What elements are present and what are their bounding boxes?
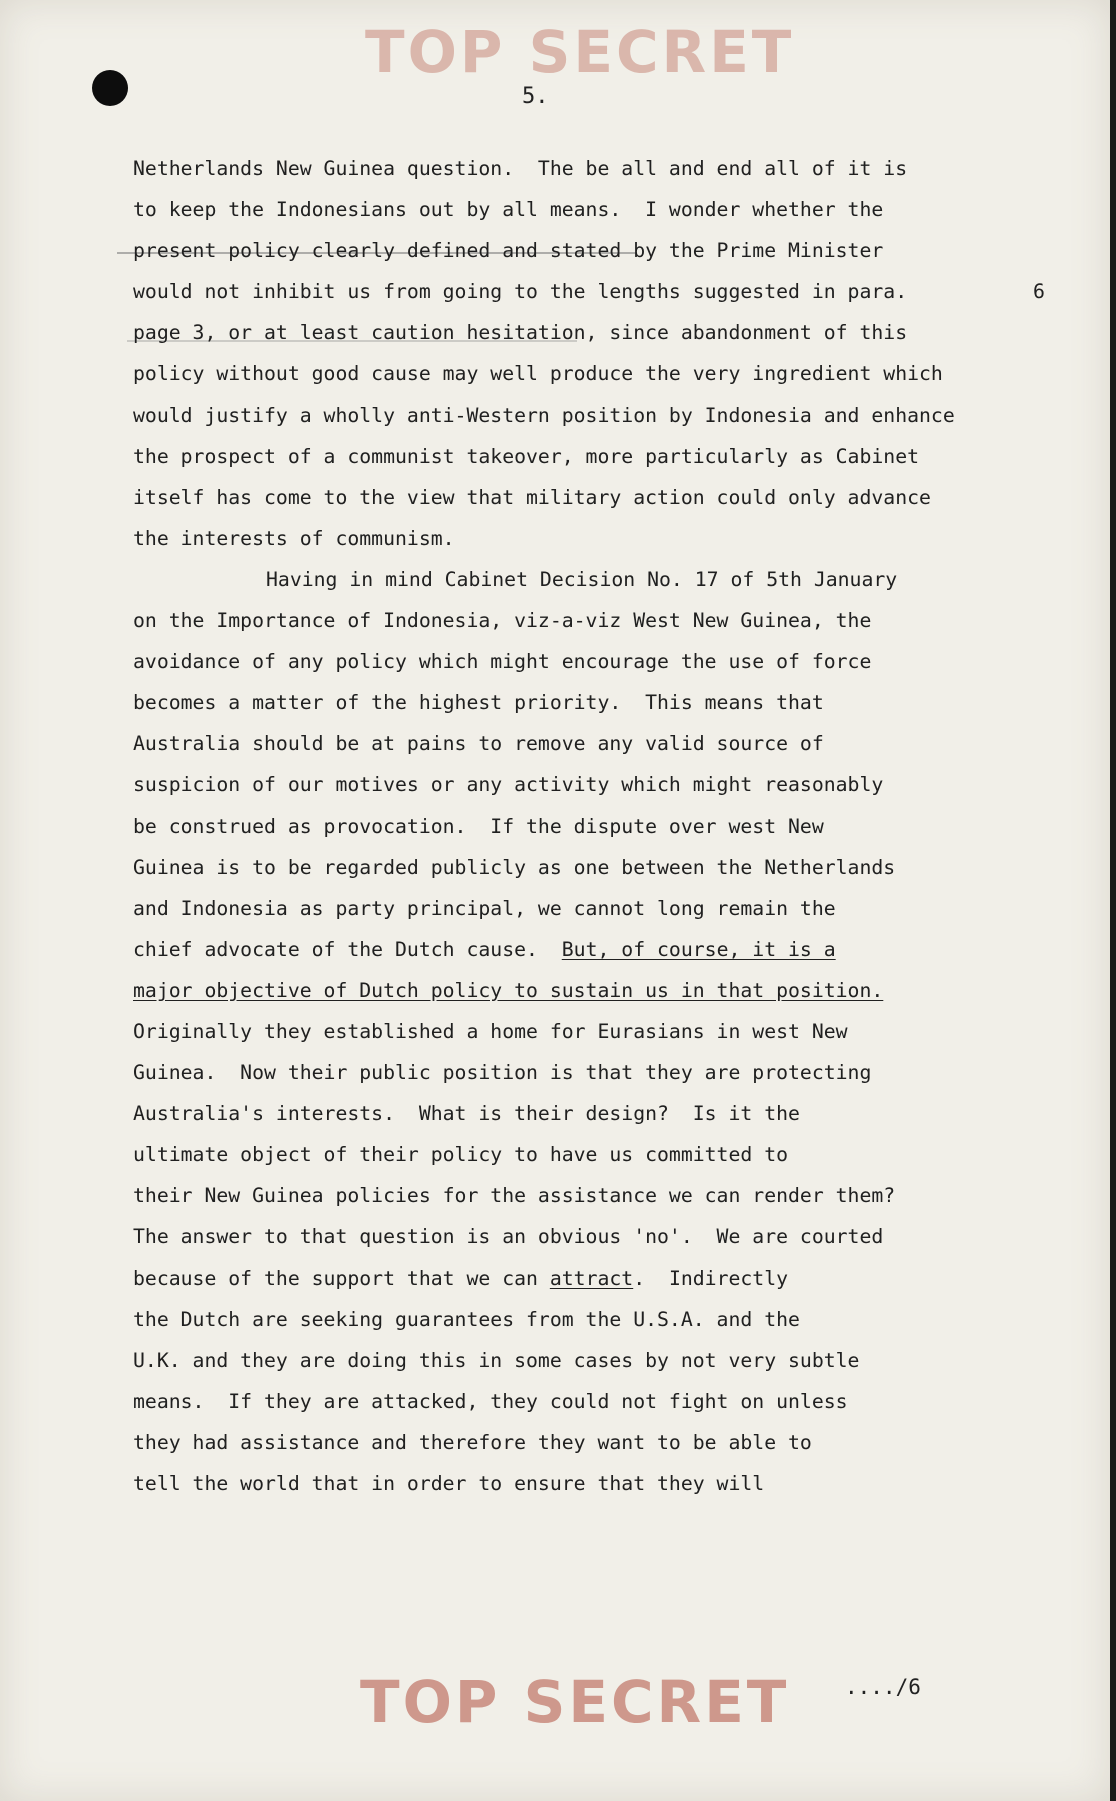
text-line: present policy clearly defined and stated by the Prime Minister (133, 239, 884, 263)
text-line: be construed as provocation. If the dispute over west New (133, 814, 824, 838)
text-line: means. If they are attacked, they could not fight on unless (133, 1389, 848, 1413)
text-line: they had assistance and therefore they want to be able to (133, 1430, 812, 1454)
text-line: itself has come to the view that military action could only advance (133, 485, 931, 509)
text-line (133, 1258, 1073, 1299)
text-line: Guinea. Now their public position is that they are protecting (133, 1061, 872, 1085)
classification-stamp-bottom: TOP SECRET (360, 1668, 790, 1736)
classification-stamp-top: TOP SECRET (365, 18, 795, 86)
text-line: on the Importance of Indonesia, viz-a-viz West New Guinea, the (133, 609, 872, 633)
text-line: The answer to that question is an obvious 'no'. We are courted (133, 1225, 884, 1249)
text-line: ultimate object of their policy to have us committed to (133, 1143, 789, 1167)
underlined-text: attract (549, 1266, 634, 1290)
text-line: suspicion of our motives or any activity which might reasonably (133, 773, 884, 797)
underlined-text: But, of course, it is a (561, 937, 836, 961)
text-line: avoidance of any policy which might encourage the use of force (133, 650, 872, 674)
text-line: the Dutch are seeking guarantees from the U.S.A. and the (133, 1307, 800, 1331)
text-segment: chief advocate of the Dutch cause. (133, 937, 538, 961)
text-line: Australia's interests. What is their design? Is it the (133, 1102, 800, 1126)
text-line: the prospect of a communist takeover, more particularly as Cabinet (133, 444, 920, 468)
text-segment: . Indirectly (633, 1266, 789, 1290)
text-line: and Indonesia as party principal, we cannot long remain the (133, 896, 836, 920)
text-line: would justify a wholly anti-Western position by Indonesia and enhance (133, 403, 955, 427)
scan-edge (1110, 0, 1116, 1801)
text-line (133, 929, 1073, 970)
text-segment: would not inhibit us from going to the lengths suggested in para. (133, 280, 908, 304)
text-line: policy without good cause may well produce the very ingredient which (133, 362, 943, 386)
text-line: the interests of communism. (133, 526, 455, 550)
underlined-text: major objective of Dutch policy to sustain us in that position. (133, 978, 884, 1002)
body-text (133, 148, 1073, 1504)
text-line: page 3, or at least caution hesitation, since abandonment of this (133, 321, 908, 345)
text-line: to keep the Indonesians out by all means. I wonder whether the (133, 198, 884, 222)
text-line: U.K. and they are doing this in some cases by not very subtle (133, 1348, 860, 1372)
text-line (133, 271, 1073, 312)
page-number: 5. (522, 84, 549, 109)
para-ref: 6 (1033, 280, 1045, 304)
text-line: Guinea is to be regarded publicly as one between the Netherlands (133, 855, 896, 879)
text-segment: because of the support that we can (133, 1266, 538, 1290)
text-line: Netherlands New Guinea question. The be all and end all of it is (133, 157, 908, 180)
text-line: Having in mind Cabinet Decision No. 17 of 5th January (266, 567, 898, 591)
text-line: becomes a matter of the highest priority. This means that (133, 691, 824, 715)
continuation-marker: ..../6 (845, 1675, 921, 1699)
punch-hole (92, 70, 128, 106)
text-line: tell the world that in order to ensure that they will (133, 1472, 765, 1495)
text-line: Originally they established a home for Eurasians in west New (133, 1019, 848, 1043)
text-line: Australia should be at pains to remove any valid source of (133, 732, 824, 756)
text-line: their New Guinea policies for the assistance we can render them? (133, 1184, 896, 1208)
